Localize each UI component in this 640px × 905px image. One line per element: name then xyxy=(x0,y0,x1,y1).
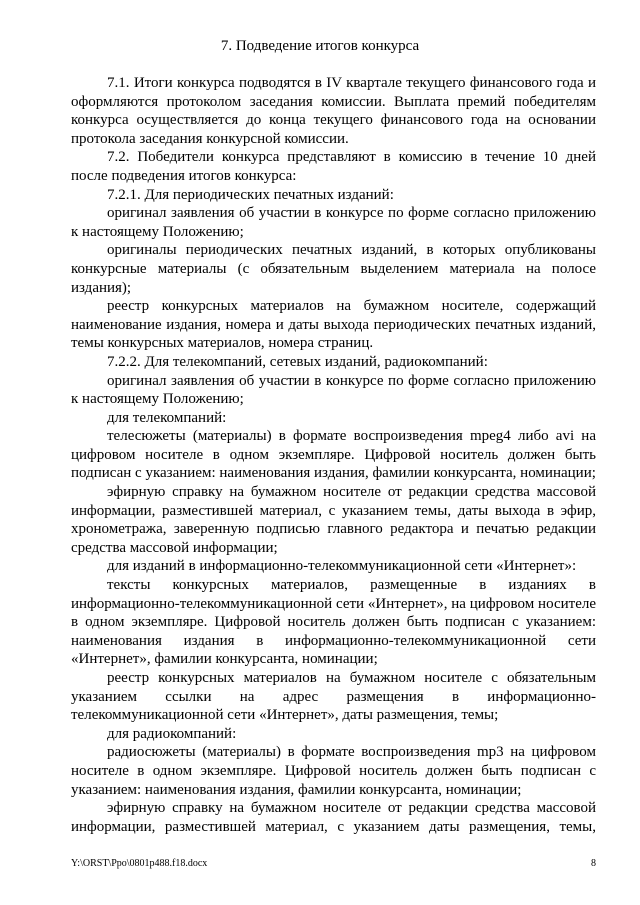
paragraph-print-originals: оригиналы периодических печатных изданий, в которых опубликованы конкурсные материалы (с обязательным выделением материала на полосе издания); xyxy=(71,242,596,296)
paragraph-radio-heading: для радиокомпаний: xyxy=(107,725,237,742)
document-body xyxy=(71,74,596,836)
paragraph-radio-stories: радиосюжеты (материалы) в формате воспроизведения mp3 на цифровом носителе в одном экземпляре. Цифровой носитель должен быть подписан с указанием: наименования издания, фамилии конкурсанта, номинации; xyxy=(71,744,596,798)
footer-page-number: 8 xyxy=(591,858,596,869)
section-heading: 7. Подведение итогов конкурса xyxy=(220,38,420,54)
paragraph-radio-broadcast-certificate: эфирную справку на бумажном носителе от редакции средства массовой информации, разместившей материал, с указанием даты размещения, темы, xyxy=(71,800,596,835)
paragraph-print-application: оригинал заявления об участии в конкурсе по форме согласно приложению к настоящему Положению; xyxy=(71,205,596,240)
paragraph-tv-heading: для телекомпаний: xyxy=(107,409,227,426)
paragraph-tv-stories: телесюжеты (материалы) в формате воспроизведения mpeg4 либо avi на цифровом носителе в одном экземпляре. Цифровой носитель должен быть подписан с указанием: наименования издания, фамилии конкурсанта, номинации; xyxy=(71,428,596,482)
paragraph-tv-broadcast-certificate: эфирную справку на бумажном носителе от редакции средства массовой информации, разместившей материал, с указанием темы, даты выхода в эфир, хронометража, заверенную подписью главного редактора и печатью редакции средства массовой информации; xyxy=(71,484,596,556)
paragraph-internet-registry: реестр конкурсных материалов на бумажном носителе с обязательным указанием ссылки на адрес размещения в информационно-телекоммуникационной сети «Интернет», даты размещения, темы; xyxy=(71,670,596,724)
paragraph-internet-texts: тексты конкурсных материалов, размещенные в изданиях в информационно-телекоммуникационной сети «Интернет», на цифровом носителе в одном экземпляре. Цифровой носитель должен быть подписан с указанием: наименования издания в информационно-телекоммуникационной сети «Интернет», фамилии конкурсанта, номинации; xyxy=(71,577,596,668)
paragraph-7-2: 7.2. Победители конкурса представляют в комиссию в течение 10 дней после подведения итогов конкурса: xyxy=(71,149,596,184)
paragraph-7-1: 7.1. Итоги конкурса подводятся в IV квартале текущего финансового года и оформляются протоколом заседания комиссии. Выплата премий победителям конкурса осуществляется до конца текущего финансового года на основании протокола заседания конкурсной комиссии. xyxy=(71,75,596,147)
paragraph-7-2-1: 7.2.1. Для периодических печатных изданий: xyxy=(107,186,394,203)
paragraph-internet-heading: для изданий в информационно-телекоммуникационной сети «Интернет»: xyxy=(107,558,577,575)
paragraph-tv-application: оригинал заявления об участии в конкурсе по форме согласно приложению к настоящему Положению; xyxy=(71,372,596,408)
footer-file-path: Y:\ORST\Ppo\0801p488.f18.docx xyxy=(71,858,208,869)
paragraph-7-2-2: 7.2.2. Для телекомпаний, сетевых изданий, радиокомпаний: xyxy=(107,353,488,370)
paragraph-print-registry: реестр конкурсных материалов на бумажном носителе, содержащий наименование издания, номера и даты выхода периодических печатных изданий, темы конкурсных материалов, номера страниц. xyxy=(71,298,596,352)
